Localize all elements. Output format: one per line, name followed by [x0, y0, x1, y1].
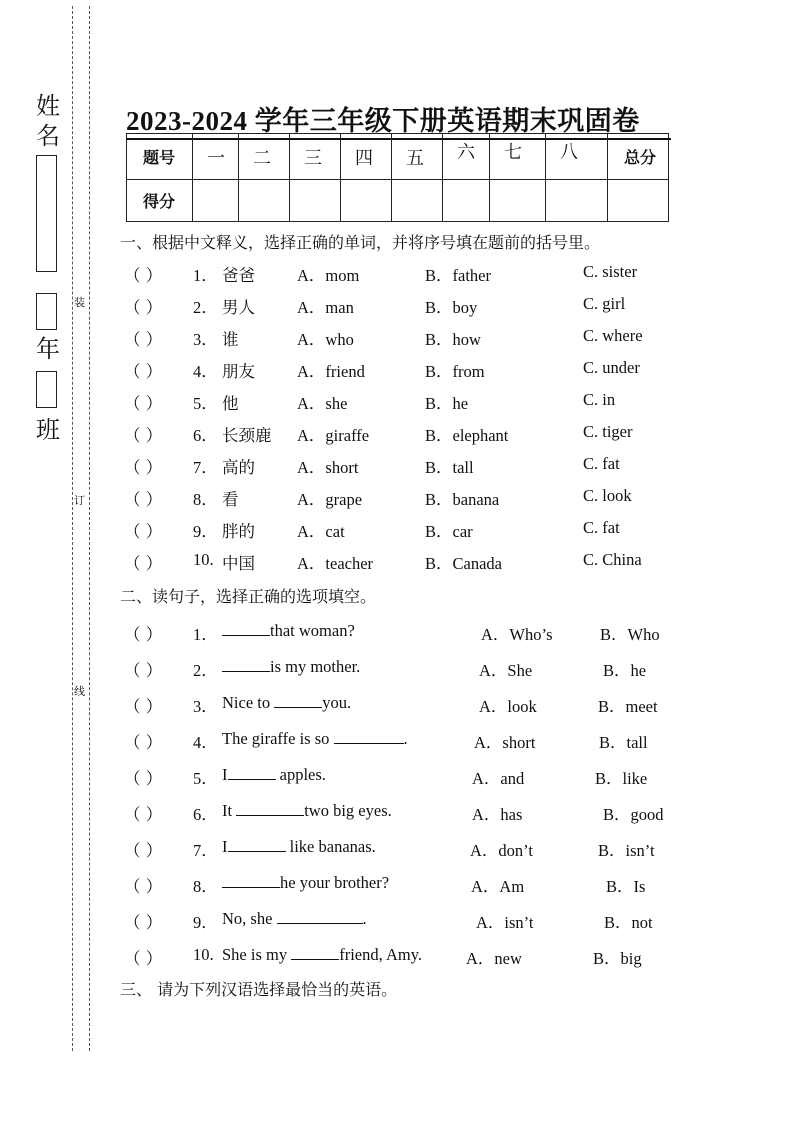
- chinese-prompt: 男人: [222, 298, 255, 317]
- score-table-score-row: [127, 180, 669, 222]
- chinese-prompt: 爸爸: [222, 266, 255, 285]
- answer-bracket[interactable]: （ ）: [124, 426, 163, 445]
- option-b: B．he: [603, 661, 647, 680]
- option-b: B．good: [603, 805, 664, 824]
- fill-in-blank[interactable]: [222, 621, 270, 636]
- option-c: C. look: [583, 486, 632, 505]
- column-header: 四: [341, 134, 392, 180]
- sentence-start: She is my: [222, 945, 292, 964]
- sentence: [222, 837, 376, 857]
- option-c: C. sister: [583, 262, 638, 281]
- option-c: C. under: [583, 358, 640, 377]
- question-number: 7．: [193, 841, 218, 860]
- sentence-start: It: [222, 801, 237, 820]
- chinese-prompt: 胖的: [222, 522, 255, 541]
- option-c: C. where: [583, 326, 643, 345]
- class-label: 班: [36, 416, 60, 444]
- answer-bracket[interactable]: （ ）: [124, 625, 163, 644]
- question-number: 1．: [193, 266, 218, 285]
- option-a: A．don’t: [470, 841, 533, 860]
- sentence: [222, 945, 422, 965]
- answer-bracket[interactable]: （ ）: [124, 394, 163, 413]
- column-header: 八: [546, 134, 608, 180]
- option-a: A．man: [297, 298, 354, 317]
- answer-bracket[interactable]: （ ）: [124, 661, 163, 680]
- option-b: B．not: [604, 913, 653, 932]
- answer-bracket[interactable]: （ ）: [124, 769, 163, 788]
- option-c: C. China: [583, 550, 642, 569]
- sentence-start: I: [222, 837, 228, 856]
- option-b: B．big: [593, 949, 642, 968]
- fill-in-blank[interactable]: [222, 657, 270, 672]
- chinese-prompt: 朋友: [222, 362, 255, 381]
- question-number: 6．: [193, 426, 218, 445]
- sentence-start: The giraffe is so: [222, 729, 334, 748]
- chinese-prompt: 高的: [222, 458, 255, 477]
- option-c: C. fat: [583, 518, 620, 537]
- sentence: [222, 729, 408, 749]
- answer-bracket[interactable]: （ ）: [124, 949, 163, 968]
- option-b: B．Is: [606, 877, 646, 896]
- option-c: C. tiger: [583, 422, 633, 441]
- sentence-start: No, she: [222, 909, 277, 928]
- sentence-end: he your brother?: [280, 873, 390, 892]
- sentence: [222, 621, 355, 641]
- question-number: 1．: [193, 625, 218, 644]
- total-score-label: 总分: [608, 134, 669, 180]
- chinese-prompt: 他: [222, 394, 239, 413]
- question-row: [0, 765, 794, 787]
- answer-bracket[interactable]: （ ）: [124, 697, 163, 716]
- section-3-heading: 三、 请为下列汉语选择最恰当的英语。: [120, 980, 398, 999]
- question-row: [0, 657, 794, 679]
- chinese-prompt: 谁: [222, 330, 239, 349]
- sentence: [222, 693, 351, 713]
- question-number: 5．: [193, 769, 218, 788]
- score-cell[interactable]: [239, 180, 290, 222]
- question-row: [0, 422, 794, 444]
- fill-in-blank[interactable]: [274, 693, 322, 708]
- question-row: [0, 945, 794, 967]
- option-b: B．he: [425, 394, 469, 413]
- sentence-end: like bananas.: [285, 837, 376, 856]
- option-b: B．tall: [599, 733, 648, 752]
- sentence: [222, 873, 389, 893]
- score-table: [126, 133, 669, 222]
- section-1-heading: 一、根据中文释义，选择正确的单词，并将序号填在题前的括号里。: [120, 233, 601, 252]
- option-b: B．boy: [425, 298, 478, 317]
- question-number-label: 题号: [127, 134, 193, 180]
- option-a: A．Who’s: [481, 625, 553, 644]
- answer-bracket[interactable]: （ ）: [124, 554, 163, 573]
- score-row-label: 得分: [127, 180, 193, 222]
- answer-bracket[interactable]: （ ）: [124, 805, 163, 824]
- sentence: [222, 765, 326, 785]
- fill-in-blank[interactable]: [277, 909, 363, 924]
- name-input-box[interactable]: [36, 155, 57, 272]
- question-row: [0, 550, 794, 572]
- score-cell[interactable]: [608, 180, 669, 222]
- question-row: [0, 729, 794, 751]
- score-cell[interactable]: [341, 180, 392, 222]
- option-c: C. girl: [583, 294, 626, 313]
- question-row: [0, 909, 794, 931]
- option-c: C. fat: [583, 454, 620, 473]
- question-row: [0, 454, 794, 476]
- page-title: 2023-2024 学年三年级下册英语期末巩固卷: [126, 99, 671, 140]
- fill-in-blank[interactable]: [228, 765, 276, 780]
- answer-bracket[interactable]: （ ）: [124, 490, 163, 509]
- option-b: B．tall: [425, 458, 474, 477]
- sentence-end: two big eyes.: [304, 801, 392, 820]
- option-a: A．isn’t: [476, 913, 534, 932]
- question-row: [0, 518, 794, 540]
- fill-in-blank[interactable]: [291, 945, 339, 960]
- option-b: B．Canada: [425, 554, 502, 573]
- score-cell[interactable]: [490, 180, 546, 222]
- option-a: A．She: [479, 661, 533, 680]
- option-a: A．giraffe: [297, 426, 370, 445]
- column-header: 六: [443, 134, 490, 180]
- name-label-char: 姓: [36, 92, 60, 120]
- question-number: 7．: [193, 458, 218, 477]
- question-row: [0, 486, 794, 508]
- option-a: A．grape: [297, 490, 363, 509]
- option-a: A．and: [472, 769, 525, 788]
- option-b: B．Who: [600, 625, 660, 644]
- option-b: B．meet: [598, 697, 658, 716]
- grade-label: 年: [36, 335, 60, 363]
- column-header: 二: [239, 134, 290, 180]
- score-cell[interactable]: [290, 180, 341, 222]
- question-row: [0, 294, 794, 316]
- option-b: B．banana: [425, 490, 500, 509]
- sentence-end: apples.: [275, 765, 326, 784]
- sentence: [222, 909, 367, 929]
- option-b: B．car: [425, 522, 473, 541]
- score-cell[interactable]: [443, 180, 490, 222]
- section-2-heading: 二、读句子，选择正确的选项填空。: [120, 587, 377, 606]
- answer-bracket[interactable]: （ ）: [124, 458, 163, 477]
- column-header: 三: [290, 134, 341, 180]
- sentence-end: .: [403, 729, 408, 748]
- sentence-start: I: [222, 765, 228, 784]
- column-header: 五: [392, 134, 443, 180]
- chinese-prompt: 长颈鹿: [222, 426, 272, 445]
- answer-bracket[interactable]: （ ）: [124, 522, 163, 541]
- answer-bracket[interactable]: （ ）: [124, 298, 163, 317]
- option-a: A．who: [297, 330, 354, 349]
- answer-bracket[interactable]: （ ）: [124, 913, 163, 932]
- binding-mark-ding: 订: [74, 494, 85, 507]
- question-row: [0, 693, 794, 715]
- option-a: A．Am: [471, 877, 525, 896]
- name-label-char: 名: [36, 122, 60, 150]
- sentence: [222, 657, 360, 677]
- question-number: 9．: [193, 913, 218, 932]
- score-cell[interactable]: [392, 180, 443, 222]
- score-table-header-row: [127, 134, 669, 180]
- score-cell[interactable]: [546, 180, 608, 222]
- question-number: 3．: [193, 697, 218, 716]
- sentence-end: that woman?: [270, 621, 355, 640]
- question-number: 4．: [193, 362, 218, 381]
- option-b: B．how: [425, 330, 481, 349]
- question-row: [0, 326, 794, 348]
- sentence-end: is my mother.: [270, 657, 361, 676]
- column-header: 一: [193, 134, 239, 180]
- question-number: 2．: [193, 661, 218, 680]
- answer-bracket[interactable]: （ ）: [124, 841, 163, 860]
- question-number: 9．: [193, 522, 218, 541]
- answer-bracket[interactable]: （ ）: [124, 266, 163, 285]
- sentence-start: Nice to: [222, 693, 275, 712]
- sentence-end: .: [362, 909, 367, 928]
- chinese-prompt: 看: [222, 490, 239, 509]
- question-number: 2．: [193, 298, 218, 317]
- option-a: A．look: [479, 697, 537, 716]
- question-row: [0, 873, 794, 895]
- option-c: C. in: [583, 390, 616, 409]
- sentence: [222, 801, 392, 821]
- sentence-end: you.: [322, 693, 352, 712]
- binding-mark-zhuang: 装: [74, 296, 85, 309]
- option-a: A．she: [297, 394, 348, 413]
- fill-in-blank[interactable]: [228, 837, 286, 852]
- fill-in-blank[interactable]: [334, 729, 404, 744]
- answer-bracket[interactable]: （ ）: [124, 733, 163, 752]
- question-number: 8．: [193, 490, 218, 509]
- question-number: 3．: [193, 330, 218, 349]
- question-number: 5．: [193, 394, 218, 413]
- question-row: [0, 837, 794, 859]
- option-b: B．isn’t: [598, 841, 655, 860]
- answer-bracket[interactable]: （ ）: [124, 330, 163, 349]
- option-a: A．cat: [297, 522, 345, 541]
- option-a: A．short: [474, 733, 536, 752]
- question-number: 4．: [193, 733, 218, 752]
- fill-in-blank[interactable]: [236, 801, 304, 816]
- option-a: A．has: [472, 805, 523, 824]
- question-number: 8．: [193, 877, 218, 896]
- option-a: A．new: [466, 949, 522, 968]
- column-header: 七: [490, 134, 546, 180]
- option-b: B．from: [425, 362, 485, 381]
- option-b: B．elephant: [425, 426, 509, 445]
- question-number: 10.: [193, 550, 214, 569]
- option-a: A．short: [297, 458, 359, 477]
- option-a: A．mom: [297, 266, 360, 285]
- option-a: A．friend: [297, 362, 365, 381]
- question-row: [0, 358, 794, 380]
- question-number: 10.: [193, 945, 214, 964]
- answer-bracket[interactable]: （ ）: [124, 362, 163, 381]
- question-row: [0, 390, 794, 412]
- question-number: 6．: [193, 805, 218, 824]
- score-cell[interactable]: [193, 180, 239, 222]
- option-a: A．teacher: [297, 554, 374, 573]
- option-b: B．like: [595, 769, 648, 788]
- question-row: [0, 621, 794, 643]
- answer-bracket[interactable]: （ ）: [124, 877, 163, 896]
- binding-mark-xian: 线: [74, 685, 85, 698]
- chinese-prompt: 中国: [222, 554, 255, 573]
- question-row: [0, 262, 794, 284]
- option-b: B．father: [425, 266, 491, 285]
- fill-in-blank[interactable]: [222, 873, 280, 888]
- question-row: [0, 801, 794, 823]
- sentence-end: friend, Amy.: [339, 945, 423, 964]
